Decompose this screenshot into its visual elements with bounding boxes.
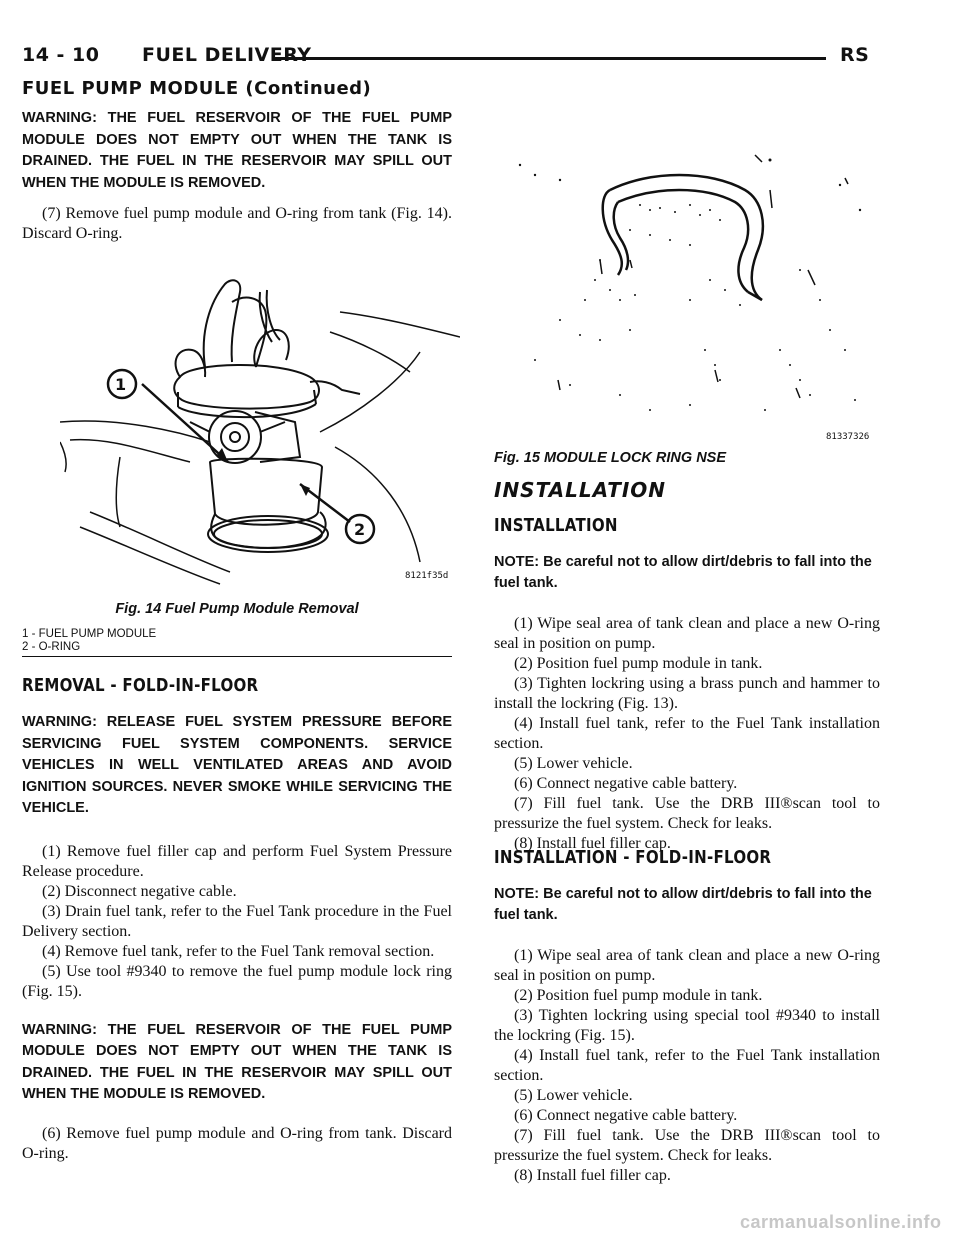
header-rule xyxy=(272,57,826,60)
fig-14-callout-1: 1 xyxy=(115,375,127,394)
legend-item-o-ring: 2 - O-RING xyxy=(22,641,81,653)
install-step-6: (6) Connect negative cable battery. xyxy=(514,775,738,792)
warning-reservoir-1: WARNING: THE FUEL RESERVOIR OF THE FUEL PUMP MODULE DOES NOT EMPTY OUT WHEN THE TANK IS DRAINED. THE FUEL IN THE RESERVOIR MAY SPILL OUT WHEN THE MODULE IS REMOVED. xyxy=(22,110,452,191)
install-step-8: (8) Install fuel filler cap. xyxy=(514,835,671,852)
install-step-3: (3) Tighten lockring using a brass punch and hammer to install the lockring (Fig. 13). xyxy=(494,675,880,712)
right-column-fold-installation xyxy=(494,884,880,1186)
install-step-5: (5) Lower vehicle. xyxy=(514,755,633,772)
fig-15-code: 81337326 xyxy=(826,432,870,442)
installation-fold-in-floor-heading: INSTALLATION - FOLD-IN-FLOOR xyxy=(494,848,772,868)
model-code: RS xyxy=(840,44,870,66)
fold-install-step-3: (3) Tighten lockring using special tool #9340 to install the lockring (Fig. 15). xyxy=(494,1007,880,1044)
installation-main-heading: INSTALLATION xyxy=(494,478,667,502)
fig-15-module-lock-ring-illustration xyxy=(500,150,880,440)
fig-14-divider xyxy=(22,656,452,657)
removal-fold-in-floor-heading: REMOVAL - FOLD-IN-FLOOR xyxy=(22,676,259,696)
install-step-7: (7) Fill fuel tank. Use the DRB III®scan tool to pressurize the fuel system. Check for leaks. xyxy=(494,795,880,832)
fig-14-code: 8121f35d xyxy=(405,571,449,581)
note-dirt-debris-2: NOTE: Be careful not to allow dirt/debris to fall into the fuel tank. xyxy=(494,886,872,923)
legend-item-fuel-pump-module: 1 - FUEL PUMP MODULE xyxy=(22,628,157,640)
removal-step-6: (6) Remove fuel pump module and O-ring from tank. Discard O-ring. xyxy=(22,1124,452,1162)
removal-step-5: (5) Use tool #9340 to remove the fuel pump module lock ring (Fig. 15). xyxy=(22,962,452,1000)
step-7-remove-module: (7) Remove fuel pump module and O-ring from tank (Fig. 14). Discard O-ring. xyxy=(22,205,452,242)
removal-step-4: (4) Remove fuel tank, refer to the Fuel Tank removal section. xyxy=(42,942,435,960)
watermark: carmanualsonline.info xyxy=(740,1212,942,1232)
install-step-2: (2) Position fuel pump module in tank. xyxy=(514,655,763,672)
fold-install-step-6: (6) Connect negative cable battery. xyxy=(514,1107,738,1124)
fig-14-caption: Fig. 14 Fuel Pump Module Removal xyxy=(115,601,359,617)
left-column-top xyxy=(22,108,452,244)
fig-14-legend xyxy=(22,628,156,654)
removal-step-1: (1) Remove fuel filler cap and perform Fuel System Pressure Release procedure. xyxy=(22,842,452,880)
continued-heading: FUEL PUMP MODULE (Continued) xyxy=(22,78,372,99)
removal-step-3: (3) Drain fuel tank, refer to the Fuel Tank procedure in the Fuel Delivery section. xyxy=(22,902,452,940)
warning-release-pressure: WARNING: RELEASE FUEL SYSTEM PRESSURE BEFORE SERVICING FUEL SYSTEM COMPONENTS. SERVICE VEHICLES IN WELL VENTILATED AREAS AND AVOID IGNITION SOURCES. NEVER SMOKE WHILE SERVICING THE VEHICLE. xyxy=(22,714,452,816)
fold-install-step-5: (5) Lower vehicle. xyxy=(514,1087,633,1104)
fold-install-step-7: (7) Fill fuel tank. Use the DRB III®scan tool to pressurize the fuel system. Check for leaks. xyxy=(494,1127,880,1164)
right-column-installation xyxy=(494,552,880,854)
install-step-4: (4) Install fuel tank, refer to the Fuel Tank installation section. xyxy=(494,715,880,752)
note-dirt-debris-1: NOTE: Be careful not to allow dirt/debris to fall into the fuel tank. xyxy=(494,554,872,591)
fold-install-step-1: (1) Wipe seal area of tank clean and place a new O-ring seal in position on pump. xyxy=(494,947,880,984)
fold-install-step-2: (2) Position fuel pump module in tank. xyxy=(514,987,763,1004)
install-step-1: (1) Wipe seal area of tank clean and place a new O-ring seal in position on pump. xyxy=(494,615,880,652)
fold-install-step-8: (8) Install fuel filler cap. xyxy=(514,1167,671,1184)
warning-reservoir-2: WARNING: THE FUEL RESERVOIR OF THE FUEL PUMP MODULE DOES NOT EMPTY OUT WHEN THE TANK IS DRAINED. THE FUEL IN THE RESERVOIR MAY SPILL OUT WHEN THE MODULE IS REMOVED. xyxy=(22,1021,452,1102)
installation-sub-heading: INSTALLATION xyxy=(494,516,618,536)
removal-step-2: (2) Disconnect negative cable. xyxy=(42,882,237,900)
section-title: FUEL DELIVERY xyxy=(142,44,312,66)
fold-install-step-4: (4) Install fuel tank, refer to the Fuel Tank installation section. xyxy=(494,1047,880,1084)
fig-14-callout-2: 2 xyxy=(354,520,366,539)
fig-15-caption: Fig. 15 MODULE LOCK RING NSE xyxy=(494,450,727,466)
page-number: 14 - 10 xyxy=(22,44,100,66)
fig-14-fuel-pump-module-illustration xyxy=(60,272,460,590)
left-column-bottom xyxy=(22,712,452,1164)
